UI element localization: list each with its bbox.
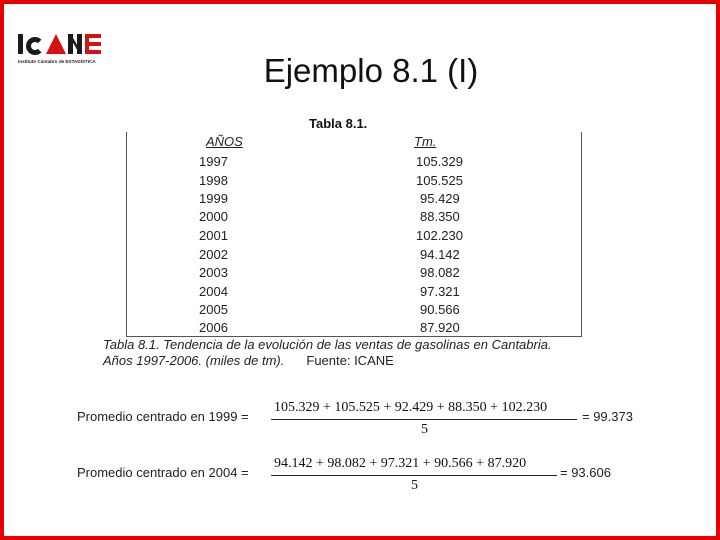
- table-row-year: 2004: [199, 284, 228, 299]
- table-row-year: 2002: [199, 247, 228, 262]
- table-note-line-2: [103, 353, 394, 368]
- table-row-value: 88.350: [420, 209, 460, 224]
- table-row-year: 2005: [199, 302, 228, 317]
- fraction-bar-2004: [271, 475, 557, 476]
- formula-label-2004: Promedio centrado en 2004 =: [77, 465, 249, 480]
- table-note-source: Fuente: ICANE: [306, 353, 394, 368]
- table-frame: [126, 132, 582, 337]
- table-row-value: 97.321: [420, 284, 460, 299]
- formula-denominator-1999: 5: [421, 422, 428, 437]
- table-row-year: 2003: [199, 265, 228, 280]
- formula-label-1999: Promedio centrado en 1999 =: [77, 409, 249, 424]
- column-header-tm: Tm.: [414, 134, 437, 149]
- formula-result-2004: = 93.606: [560, 465, 611, 480]
- table-row-year: 1999: [199, 191, 228, 206]
- formula-numerator-1999: 105.329 + 105.525 + 92.429 + 88.350 + 102.230: [274, 400, 548, 415]
- table-row-value: 90.566: [420, 302, 460, 317]
- table-row-value: 87.920: [420, 320, 460, 335]
- table-note-line-1: Tabla 8.1. Tendencia de la evolución de las ventas de gasolinas en Cantabria.: [103, 337, 552, 352]
- column-header-years: AÑOS: [206, 134, 243, 149]
- table-row-year: 1997: [199, 154, 228, 169]
- table-note-period: Años 1997-2006. (miles de tm).: [103, 353, 285, 368]
- formula-result-1999: = 99.373: [582, 409, 633, 424]
- slide-title: Ejemplo 8.1 (I): [263, 52, 479, 89]
- table-row-value: 94.142: [420, 247, 460, 262]
- formula-denominator-2004: 5: [411, 478, 418, 493]
- table-row-year: 2000: [199, 209, 228, 224]
- table-row-value: 98.082: [420, 265, 460, 280]
- table-row-year: 2001: [199, 228, 228, 243]
- logo-subtitle: Instituto Cántabro de ESTADÍSTICA: [18, 59, 96, 64]
- fraction-bar-1999: [271, 419, 577, 420]
- formula-numerator-2004: 94.142 + 98.082 + 97.321 + 90.566 + 87.920: [274, 456, 527, 471]
- table-row-year: 1998: [199, 173, 228, 188]
- table-row-value: 102.230: [416, 228, 463, 243]
- icane-logo-mark: [18, 30, 101, 54]
- table-row-value: 105.329: [416, 154, 463, 169]
- table-row-value: 95.429: [420, 191, 460, 206]
- table-caption: Tabla 8.1.: [309, 116, 368, 131]
- table-row-year: 2006: [199, 320, 228, 335]
- table-row-value: 105.525: [416, 173, 463, 188]
